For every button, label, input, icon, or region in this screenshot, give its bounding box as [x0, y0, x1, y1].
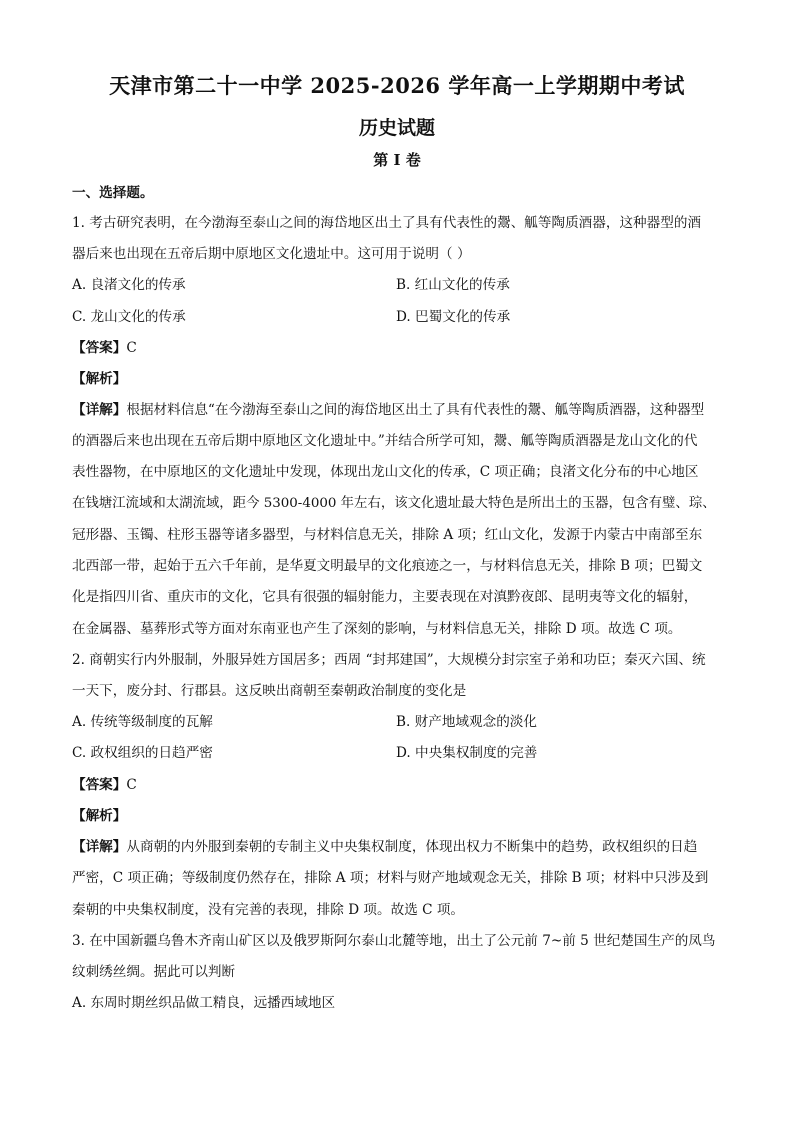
q2-option-d: D. 中央集权制度的完善 — [396, 745, 538, 761]
q1-option-d: D. 巴蜀文化的传承 — [396, 309, 511, 325]
detail-tag: 【详解】 — [72, 839, 127, 855]
answer-value: C — [126, 340, 137, 356]
q1-answer — [72, 338, 137, 358]
q2-option-a: A. 传统等级制度的瓦解 — [72, 714, 213, 730]
q2-detail-line-2: 严密，C 项正确；等级制度仍然存在，排除 A 项；材料与财产地域观念无关，排除 B 项；材料中只涉及到 — [72, 870, 709, 886]
answer-tag: 【答案】 — [72, 777, 127, 793]
q1-detail-line-1 — [72, 400, 704, 420]
q1-detail-line-8: 在金属器、墓葬形式等方面对东南亚也产生了深刻的影响，与材料信息无关，排除 D 项。故选 C 项。 — [72, 621, 682, 637]
q1-detail-line-3: 表性器物，在中原地区的文化遗址中发现，体现出龙山文化的传承，C 项正确；良渚文化分布的中心地区 — [72, 464, 699, 480]
q1-analysis-tag: 【解析】 — [72, 371, 127, 387]
detail-tag: 【详解】 — [72, 402, 127, 418]
q2-stem-line-1: 2. 商朝实行内外服制，外服异姓方国居多；西周 “封邦建国”，大规模分封宗室子弟和功臣；秦灭六国、统 — [72, 652, 706, 668]
q3-stem-line-1: 3. 在中国新疆乌鲁木齐南山矿区以及俄罗斯阿尔泰山北麓等地，出土了公元前 7~前 5 世纪楚国生产的凤鸟 — [72, 933, 716, 949]
q2-option-c: C. 政权组织的日趋严密 — [72, 745, 213, 761]
q1-stem-line-1: 1. 考古研究表明，在今渤海至泰山之间的海岱地区出土了具有代表性的鬶、觚等陶质酒器，这种器型的酒 — [72, 215, 702, 231]
q1-detail-line-2: 的酒器后来也出现在五帝后期中原地区文化遗址中。”并结合所学可知，鬶、觚等陶质酒器是龙山文化的代 — [72, 433, 698, 449]
q2-option-b: B. 财产地域观念的淡化 — [396, 714, 537, 730]
q3-stem-line-2: 纹刺绣丝绸。据此可以判断 — [72, 964, 236, 980]
subject-title: 历史试题 — [358, 117, 435, 139]
q1-option-c: C. 龙山文化的传承 — [72, 309, 186, 325]
q1-detail-line-7: 化是指四川省、重庆市的文化，它具有很强的辐射能力，主要表现在对滇黔夜郎、昆明夷等文化的辐射， — [72, 589, 698, 605]
exam-title: 天津市第二十一中学 2025-2026 学年高一上学期期中考试 — [109, 73, 685, 98]
volume-label: 第 I 卷 — [373, 151, 421, 169]
q2-answer — [72, 775, 137, 795]
q1-option-a: A. 良渚文化的传承 — [72, 277, 186, 293]
answer-tag: 【答案】 — [72, 340, 127, 356]
q1-detail-line-6: 北西部一带，起始于五六千年前，是华夏文明最早的文化痕迹之一，与材料信息无关，排除 B 项；巴蜀文 — [72, 558, 703, 574]
q1-detail-line-5: 冠形器、玉镯、柱形玉器等诸多器型，与材料信息无关，排除 A 项；红山文化，发源于内蒙古中南部至东 — [72, 527, 703, 543]
q2-stem-line-2: 一天下，废分封、行郡县。这反映出商朝至秦朝政治制度的变化是 — [72, 683, 467, 699]
q1-option-b: B. 红山文化的传承 — [396, 277, 510, 293]
q1-detail-line-4: 在钱塘江流域和太湖流域，距今 5300-4000 年左右，该文化遗址最大特色是所出土的玉器，包含有璧、琮、 — [72, 496, 716, 511]
q2-detail-line-3: 秦朝的中央集权制度，没有完善的表现，排除 D 项。故选 C 项。 — [72, 902, 465, 918]
q2-detail-line-1 — [72, 837, 697, 857]
answer-value: C — [126, 777, 137, 793]
detail-text: 从商朝的内外服到秦朝的专制主义中央集权制度，体现出权力不断集中的趋势，政权组织的日趋 — [126, 839, 698, 855]
detail-text: 根据材料信息“在今渤海至泰山之间的海岱地区出土了具有代表性的鬶、觚等陶质酒器，这种器型 — [126, 402, 705, 418]
q2-analysis-tag: 【解析】 — [72, 808, 127, 824]
section-heading: 一、选择题。 — [72, 185, 154, 201]
q1-stem-line-2: 器后来也出现在五帝后期中原地区文化遗址中。这可用于说明（ ） — [72, 246, 471, 262]
q3-option-a: A. 东周时期丝织品做工精良，远播西域地区 — [72, 995, 336, 1011]
